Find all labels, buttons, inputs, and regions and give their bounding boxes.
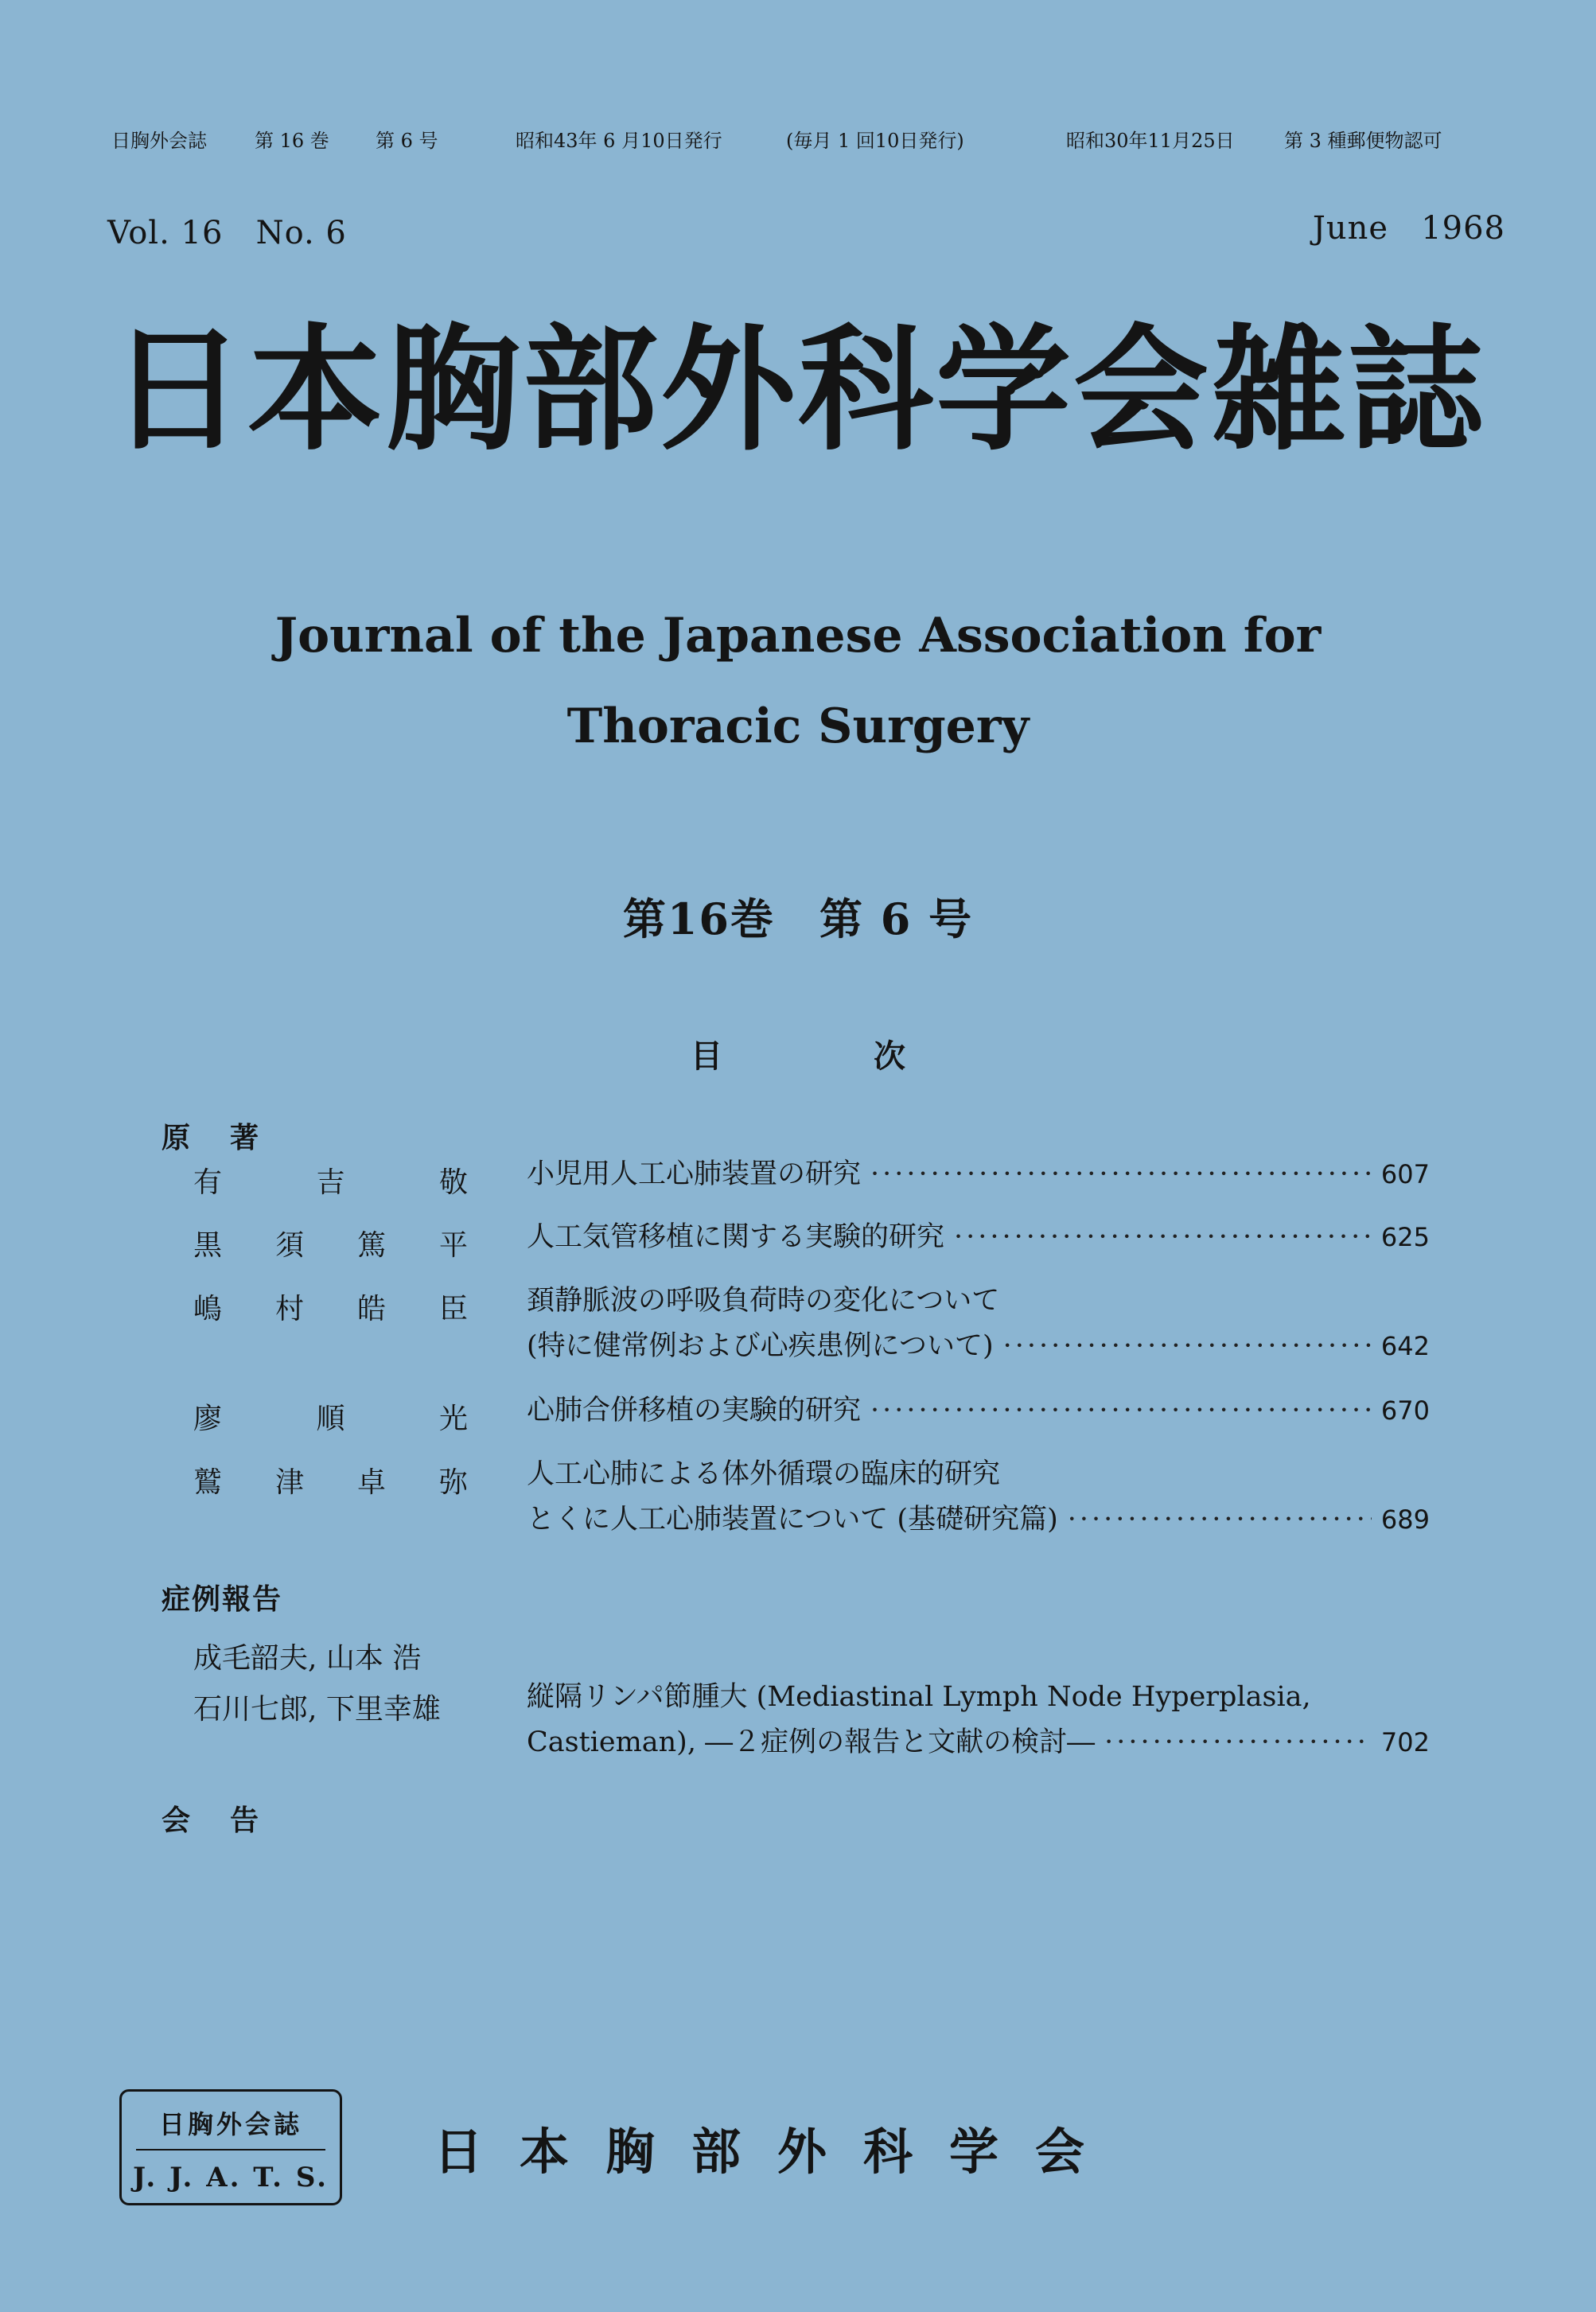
article-author: 有吉敬 xyxy=(193,1166,468,1199)
article-title: 心肺合併移植の実験的研究 xyxy=(527,1395,862,1427)
stamp-abbr-jp: 日胸外会誌 xyxy=(158,2109,302,2139)
issue-date: June 1968 xyxy=(1312,210,1505,247)
meta-volume: 第 16 巻 xyxy=(255,130,329,152)
article-author: 嶋村皓臣 xyxy=(193,1293,468,1325)
article-page: 642 xyxy=(1380,1331,1430,1361)
article-title-line xyxy=(527,1279,1430,1324)
article-entry xyxy=(527,1452,1430,1543)
case-report-author-line: 成毛韶夫, 山本 浩 xyxy=(193,1642,422,1675)
section-case-reports: 症例報告 xyxy=(162,1582,283,1616)
meta-postal-permit: 第 3 種郵便物認可 xyxy=(1284,130,1442,152)
case-report-entry xyxy=(527,1675,1430,1765)
title-english xyxy=(0,590,1596,772)
case-report-subtitle-line xyxy=(527,1720,1430,1765)
case-report-subtitle: Castieman), ―２症例の報告と文献の検討― xyxy=(527,1726,1096,1758)
article-author: 廖順光 xyxy=(193,1403,468,1435)
article-subtitle: とくに人工心肺装置について (基礎研究篇) xyxy=(527,1504,1058,1535)
article-page: 625 xyxy=(1380,1222,1430,1252)
article-subtitle-line xyxy=(527,1324,1430,1369)
meta-issue-date: 昭和43年 6 月10日発行 xyxy=(516,130,722,152)
article-author: 鷲津卓弥 xyxy=(193,1466,468,1499)
title-english-line-1: Journal of the Japanese Association for xyxy=(274,608,1322,664)
case-report-title-line xyxy=(527,1675,1430,1720)
issue-label: 第16巻 第 6 号 xyxy=(622,893,974,944)
meta-journal-abbr: 日胸外会誌 xyxy=(111,130,207,152)
article-title: 人工気管移植に関する実験的研究 xyxy=(527,1221,945,1253)
article-title: 小児用人工心肺装置の研究 xyxy=(527,1158,862,1190)
journal-stamp-box xyxy=(119,2089,342,2205)
leader-dots xyxy=(1104,1720,1372,1765)
leader-dots xyxy=(1068,1497,1372,1543)
meta-frequency: (毎月 1 回10日発行) xyxy=(786,130,964,152)
meta-permit-date: 昭和30年11月25日 xyxy=(1066,130,1235,152)
article-title-line xyxy=(527,1152,1430,1197)
article-page: 689 xyxy=(1380,1504,1430,1535)
article-page: 607 xyxy=(1380,1159,1430,1189)
case-report-authors xyxy=(193,1633,441,1735)
article-title-line xyxy=(527,1215,1430,1260)
stamp-abbr-en: J. J. A. T. S. xyxy=(132,2162,329,2193)
article-title-line xyxy=(527,1388,1430,1434)
article-title: 人工心肺による体外循環の臨床的研究 xyxy=(527,1458,1001,1490)
section-notices: 会告 xyxy=(162,1804,299,1837)
article-entry xyxy=(527,1388,1430,1434)
title-english-line-2: Thoracic Surgery xyxy=(566,699,1030,754)
case-report-title: 縦隔リンパ節腫大 (Mediastinal Lymph Node Hyperplasia, xyxy=(527,1681,1311,1713)
leader-dots xyxy=(954,1215,1372,1260)
article-author: 黒須篤平 xyxy=(193,1229,468,1262)
case-report-page: 702 xyxy=(1380,1727,1430,1757)
meta-number: 第 6 号 xyxy=(376,130,438,152)
leader-dots xyxy=(870,1388,1372,1434)
leader-dots xyxy=(870,1152,1372,1197)
stamp-divider xyxy=(136,2149,325,2150)
article-page: 670 xyxy=(1380,1395,1430,1426)
contents-heading: 目次 xyxy=(691,1037,1057,1075)
article-subtitle-line xyxy=(527,1497,1430,1543)
title-japanese: 日本胸部外科学会雑誌 xyxy=(109,310,1486,469)
article-subtitle: (特に健常例および心疾患例について) xyxy=(527,1330,994,1362)
leader-dots xyxy=(1003,1324,1372,1369)
volume-number: Vol. 16 No. 6 xyxy=(107,215,347,251)
article-entry xyxy=(527,1152,1430,1197)
article-entry xyxy=(527,1215,1430,1260)
article-title-line xyxy=(527,1452,1430,1497)
section-original-articles: 原著 xyxy=(162,1121,299,1154)
article-entry xyxy=(527,1279,1430,1369)
case-report-author-line: 石川七郎, 下里幸雄 xyxy=(193,1693,441,1726)
article-title: 頚静脈波の呼吸負荷時の変化について xyxy=(527,1285,1000,1317)
publisher-name: 日本胸部外科学会 xyxy=(434,2123,1122,2181)
